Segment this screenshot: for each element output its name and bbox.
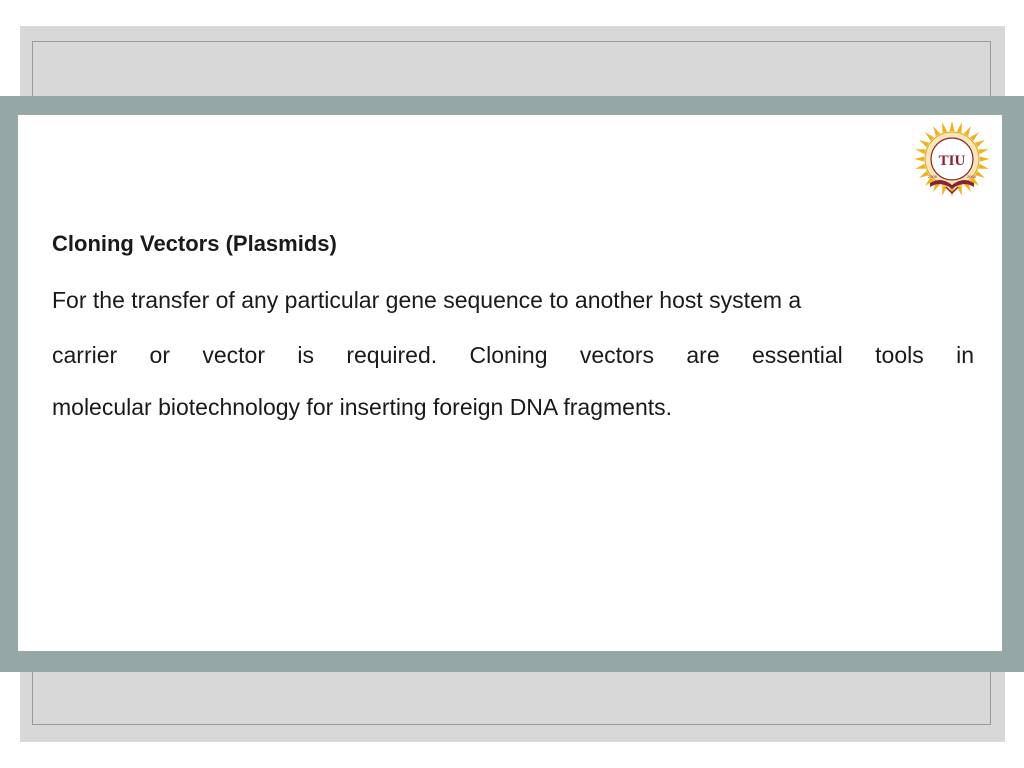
sun-ray [915,149,925,154]
sun-ray [980,156,990,161]
sun-ray [975,140,985,147]
content-panel [18,115,1002,651]
sun-ray [919,140,929,147]
logo-year-right: 2008 [967,174,976,179]
sun-ray [957,122,962,132]
body-text-line: molecular biotechnology for inserting foreign DNA fragments. [52,394,673,420]
body-text-line: carrier or vector is required. Cloning vectors are essential tools in [52,342,974,368]
sun-ray [978,149,988,154]
sun-ray [942,122,947,132]
sun-ray [914,156,924,161]
sun-emblem-icon [906,121,998,199]
logo-initials: TIU [938,153,966,169]
sun-ray [975,171,985,178]
body-text-line: For the transfer of any particular gene sequence to another host system a [52,287,802,313]
sun-ray [915,164,925,169]
slide-heading: Cloning Vectors (Plasmids) [52,231,337,256]
sun-ray [978,164,988,169]
sun-ray [949,121,954,131]
sun-ray [964,126,971,136]
logo-year-left: 2008 [928,174,937,179]
university-logo [906,121,998,199]
sun-ray [933,126,940,136]
